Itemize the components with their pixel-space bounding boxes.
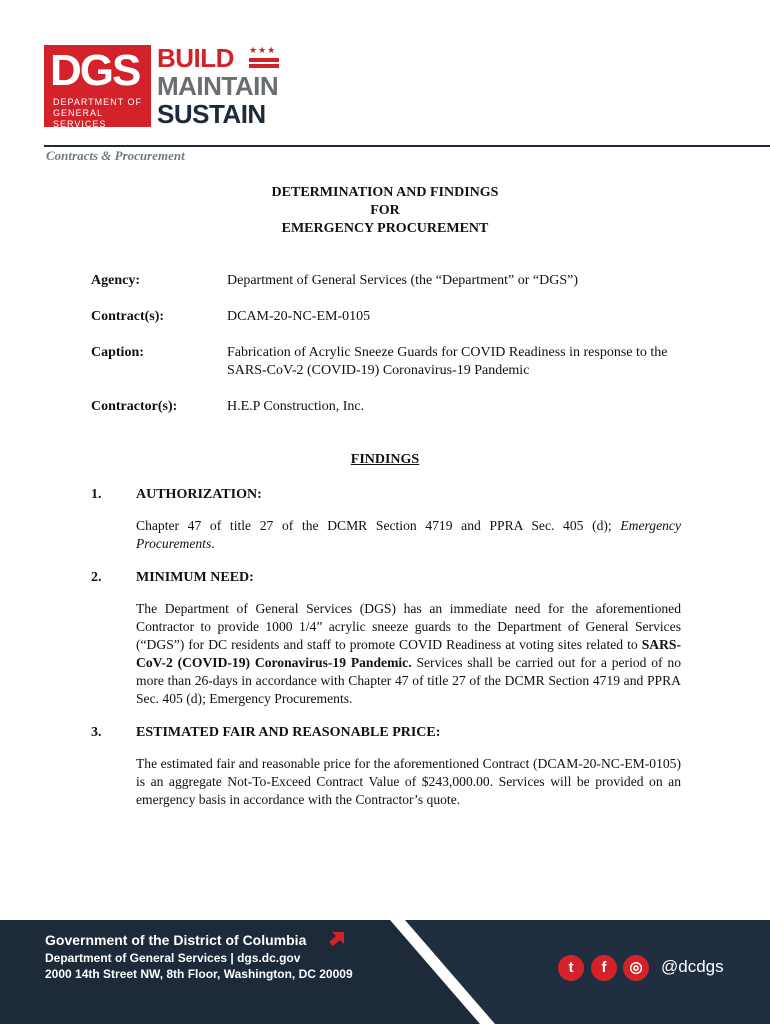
field-value: Fabrication of Acrylic Sneeze Guards for COVID Readiness in response to the SARS-CoV-2 (COVID-19) Coronavirus-19 Pandemic — [227, 345, 668, 378]
footer-address: 2000 14th Street NW, 8th Floor, Washington, DC 20009 — [45, 967, 353, 981]
section-number: 1. — [91, 487, 102, 502]
department-header: Contracts & Procurement — [46, 148, 185, 163]
section-text: The Department of General Services (DGS) has an immediate need for the aforementioned Contractor to provide 1000 1/4” acrylic sneeze guards to the Department of General Services (“DGS”) for DC residents and staff to promote COVID Readiness at voting sites related to — [136, 601, 681, 652]
dgs-logo — [44, 45, 284, 130]
field-label: Contract(s): — [91, 309, 165, 324]
findings-heading: FINDINGS — [350, 452, 420, 467]
section-title: MINIMUM NEED: — [136, 570, 254, 585]
section-number: 2. — [91, 570, 102, 585]
footer-government: Government of the District of Columbia — [45, 932, 307, 948]
document-title — [0, 184, 770, 238]
title-line-1: DETERMINATION AND FINDINGS — [271, 185, 499, 200]
dgs-logo-letters: DGS — [50, 46, 140, 95]
social-handle: @dcdgs — [661, 957, 724, 976]
section-title: ESTIMATED FAIR AND REASONABLE PRICE: — [136, 725, 441, 740]
dgs-logo-subtitle-line1: DEPARTMENT OF — [53, 97, 143, 107]
section-tail: . — [211, 536, 215, 551]
section-body — [136, 600, 681, 708]
section-bold: SARS-CoV-2 (COVID-19) Coronavirus-19 Pandemic. — [136, 637, 681, 670]
field-label: Caption: — [91, 345, 144, 360]
slogan-sustain: SUSTAIN — [157, 99, 266, 129]
section-text: Chapter 47 of title 27 of the DCMR Section 4719 and PPRA Sec. 405 (d); — [136, 518, 621, 533]
section-number: 3. — [91, 725, 102, 740]
flag-bar-1 — [249, 58, 279, 62]
facebook-icon[interactable]: f — [591, 955, 617, 981]
slogan-build: BUILD — [157, 43, 234, 73]
field-value: Department of General Services (the “Department” or “DGS”) — [227, 273, 579, 288]
field-value: H.E.P Construction, Inc. — [227, 399, 365, 414]
section-body: The estimated fair and reasonable price for the aforementioned Contract (DCAM-20-NC-EM-0105) is an aggregate Not-To-Exceed Contract Value of $243,000.00. Services will be provided on an emergency basis in accordance with the Contractor’s quote. — [136, 756, 681, 807]
section-title: AUTHORIZATION: — [136, 487, 262, 502]
title-line-3: EMERGENCY PROCUREMENT — [281, 221, 489, 236]
footer-department: Department of General Services | dgs.dc.gov — [45, 951, 301, 965]
arrow-up-right-icon — [328, 930, 346, 946]
dgs-logo-box — [44, 45, 151, 127]
flag-stars: ★★★ — [249, 46, 277, 56]
section-body — [136, 517, 681, 553]
dgs-logo-subtitle-line2: GENERAL SERVICES — [53, 108, 107, 129]
twitter-icon[interactable]: t — [558, 955, 584, 981]
section-text-cont: Services shall be carried out for a period of no more than 26-days in accordance with Chapter 47 of title 27 of the DCMR Section 4719 and PPRA Sec. 405 (d); Emergency Procurements. — [136, 655, 681, 706]
title-line-2: FOR — [370, 203, 400, 218]
dc-flag-icon — [249, 47, 279, 67]
section-italic: Emergency Procurements — [136, 518, 681, 551]
dgs-logo-subtitle — [53, 97, 151, 130]
header-rule — [44, 145, 770, 147]
instagram-icon[interactable]: ◎ — [623, 955, 649, 981]
field-label: Contractor(s): — [91, 399, 178, 414]
field-label: Agency: — [91, 273, 140, 288]
field-value: DCAM-20-NC-EM-0105 — [227, 309, 371, 324]
slogan-maintain: MAINTAIN — [157, 71, 279, 101]
flag-bar-2 — [249, 64, 279, 68]
